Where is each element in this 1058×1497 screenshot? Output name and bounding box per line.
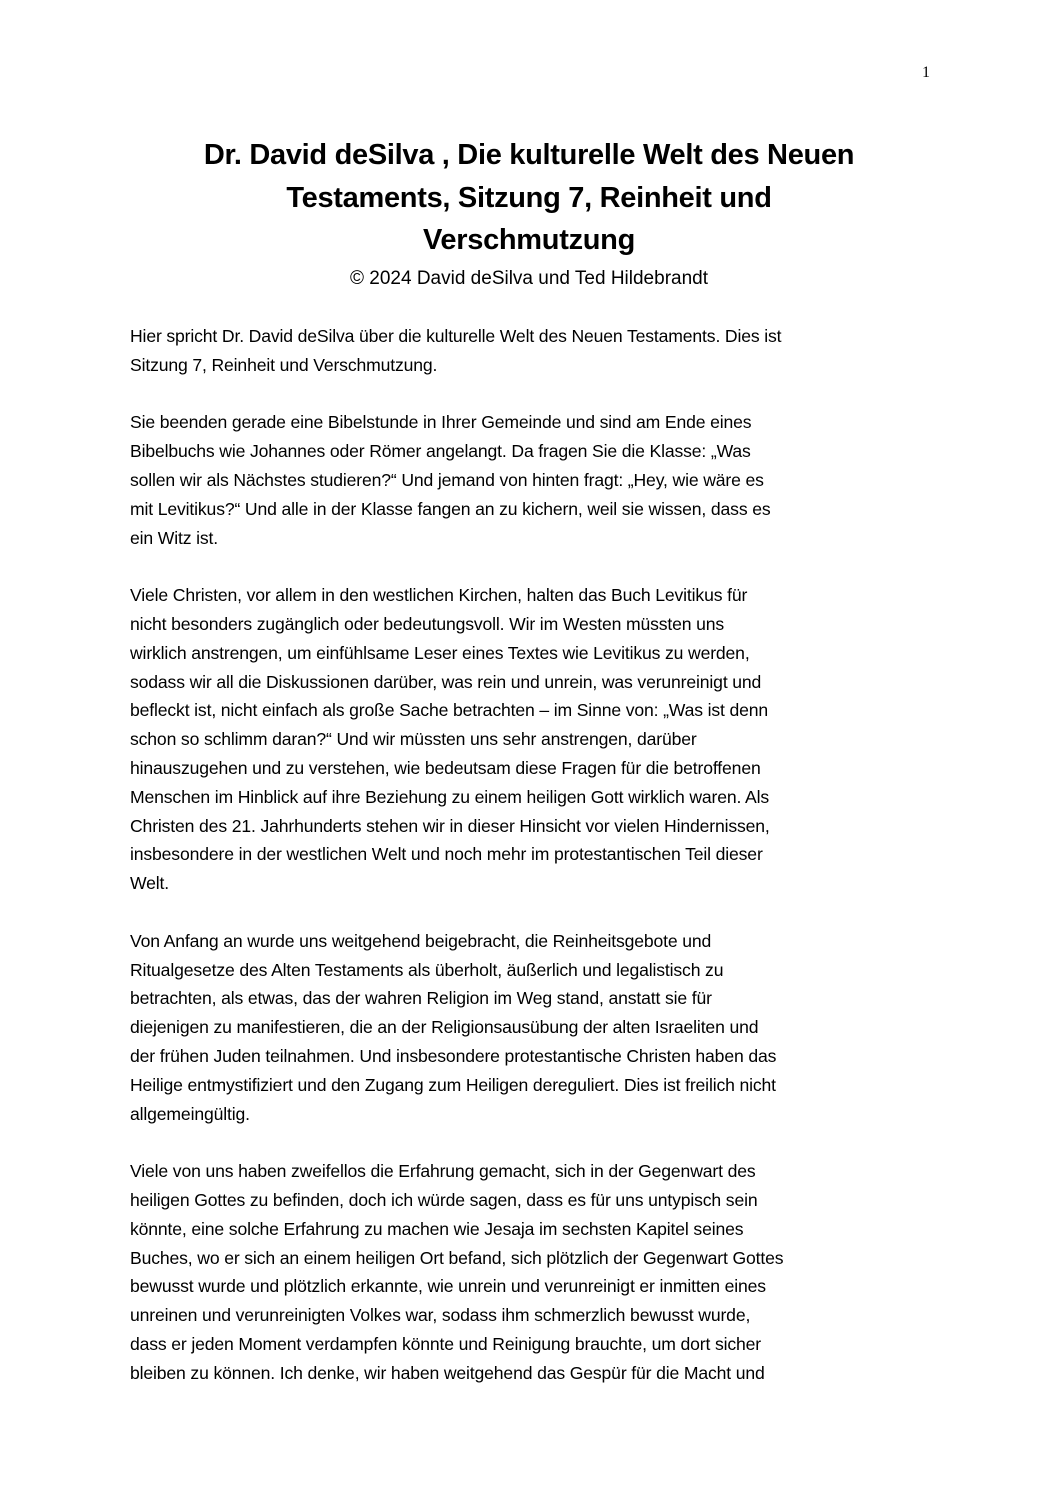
text-line: bewusst wurde und plötzlich erkannte, wie unrein und verunreinigt er inmitten eines (130, 1276, 766, 1297)
text-line: Viele Christen, vor allem in den westlichen Kirchen, halten das Buch Levitikus für (130, 585, 748, 606)
document-title (0, 134, 1058, 262)
text-line: sodass wir all die Diskussionen darüber, was rein und unrein, was verunreinigt und (130, 671, 762, 692)
text-line: unreinen und verunreinigten Volkes war, sodass ihm schmerzlich bewusst wurde, (130, 1305, 751, 1326)
paragraph (130, 1157, 930, 1387)
copyright-line: © 2024 David deSilva und Ted Hildebrandt (350, 268, 708, 289)
text-line: Heilige entmystifiziert und den Zugang zum Heiligen dereguliert. Dies ist freilich nicht (130, 1074, 776, 1095)
text-line: könnte, eine solche Erfahrung zu machen wie Jesaja im sechsten Kapitel seines (130, 1218, 744, 1239)
text-line: nicht besonders zugänglich oder bedeutungsvoll. Wir im Westen müssten uns (130, 613, 725, 634)
page-number: 1 (922, 64, 930, 81)
text-line: hinauszugehen und zu verstehen, wie bedeutsam diese Fragen für die betroffenen (130, 757, 761, 778)
text-line: insbesondere in der westlichen Welt und noch mehr im protestantischen Teil dieser (130, 844, 763, 865)
text-line: heiligen Gottes zu befinden, doch ich würde sagen, dass es für uns untypisch sein (130, 1189, 758, 1210)
paragraph (130, 322, 930, 380)
text-line: Ritualgesetze des Alten Testaments als überholt, äußerlich und legalistisch zu (130, 959, 724, 980)
text-line: Hier spricht Dr. David deSilva über die kulturelle Welt des Neuen Testaments. Dies ist (130, 326, 782, 346)
text-line: sollen wir als Nächstes studieren?“ Und jemand von hinten fragt: „Hey, wie wäre es (130, 469, 764, 490)
text-line: der frühen Juden teilnahmen. Und insbesondere protestantische Christen haben das (130, 1045, 777, 1066)
text-line: Bibelbuchs wie Johannes oder Römer angelangt. Da fragen Sie die Klasse: „Was (130, 441, 751, 462)
text-line: Buches, wo er sich an einem heiligen Ort befand, sich plötzlich der Gegenwart Gottes (130, 1247, 784, 1268)
text-line: ein Witz ist. (130, 527, 218, 548)
paragraph (130, 927, 930, 1129)
text-line: Sitzung 7, Reinheit und Verschmutzung. (130, 354, 438, 375)
title-line: Verschmutzung (422, 224, 636, 256)
text-line: betrachten, als etwas, das der wahren Religion im Weg stand, anstatt sie für (130, 988, 712, 1009)
title-line: Dr. David deSilva , Die kulturelle Welt des Neuen (203, 139, 855, 171)
text-line: wirklich anstrengen, um einfühlsame Leser eines Textes wie Levitikus zu werden, (130, 642, 750, 663)
text-line: Viele von uns haben zweifellos die Erfahrung gemacht, sich in der Gegenwart des (130, 1161, 756, 1182)
text-line: Menschen im Hinblick auf ihre Beziehung zu einem heiligen Gott wirklich waren. Als (130, 786, 769, 807)
text-line: Christen des 21. Jahrhunderts stehen wir in dieser Hinsicht vor vielen Hindernissen, (130, 815, 770, 836)
paragraph (130, 408, 930, 552)
text-line: Von Anfang an wurde uns weitgehend beigebracht, die Reinheitsgebote und (130, 930, 712, 951)
title-line: Testaments, Sitzung 7, Reinheit und (286, 181, 772, 214)
text-line: bleiben zu können. Ich denke, wir haben weitgehend das Gespür für die Macht und (130, 1362, 765, 1383)
text-line: befleckt ist, nicht einfach als große Sache betrachten – im Sinne von: „Was ist denn (130, 700, 769, 721)
text-line: Welt. (130, 873, 170, 894)
text-line: schon so schlimm daran?“ Und wir müssten uns sehr anstrengen, darüber (130, 729, 697, 750)
text-line: dass er jeden Moment verdampfen könnte und Reinigung brauchte, um dort sicher (130, 1333, 761, 1354)
paragraph (130, 581, 930, 898)
text-line: mit Levitikus?“ Und alle in der Klasse fangen an zu kichern, weil sie wissen, dass es (130, 498, 771, 519)
text-line: diejenigen zu manifestieren, die an der Religionsausübung der alten Israeliten und (130, 1017, 759, 1038)
document-body (130, 322, 930, 1416)
text-line: allgemeingültig. (130, 1103, 250, 1124)
text-line: Sie beenden gerade eine Bibelstunde in Ihrer Gemeinde und sind am Ende eines (130, 412, 752, 433)
